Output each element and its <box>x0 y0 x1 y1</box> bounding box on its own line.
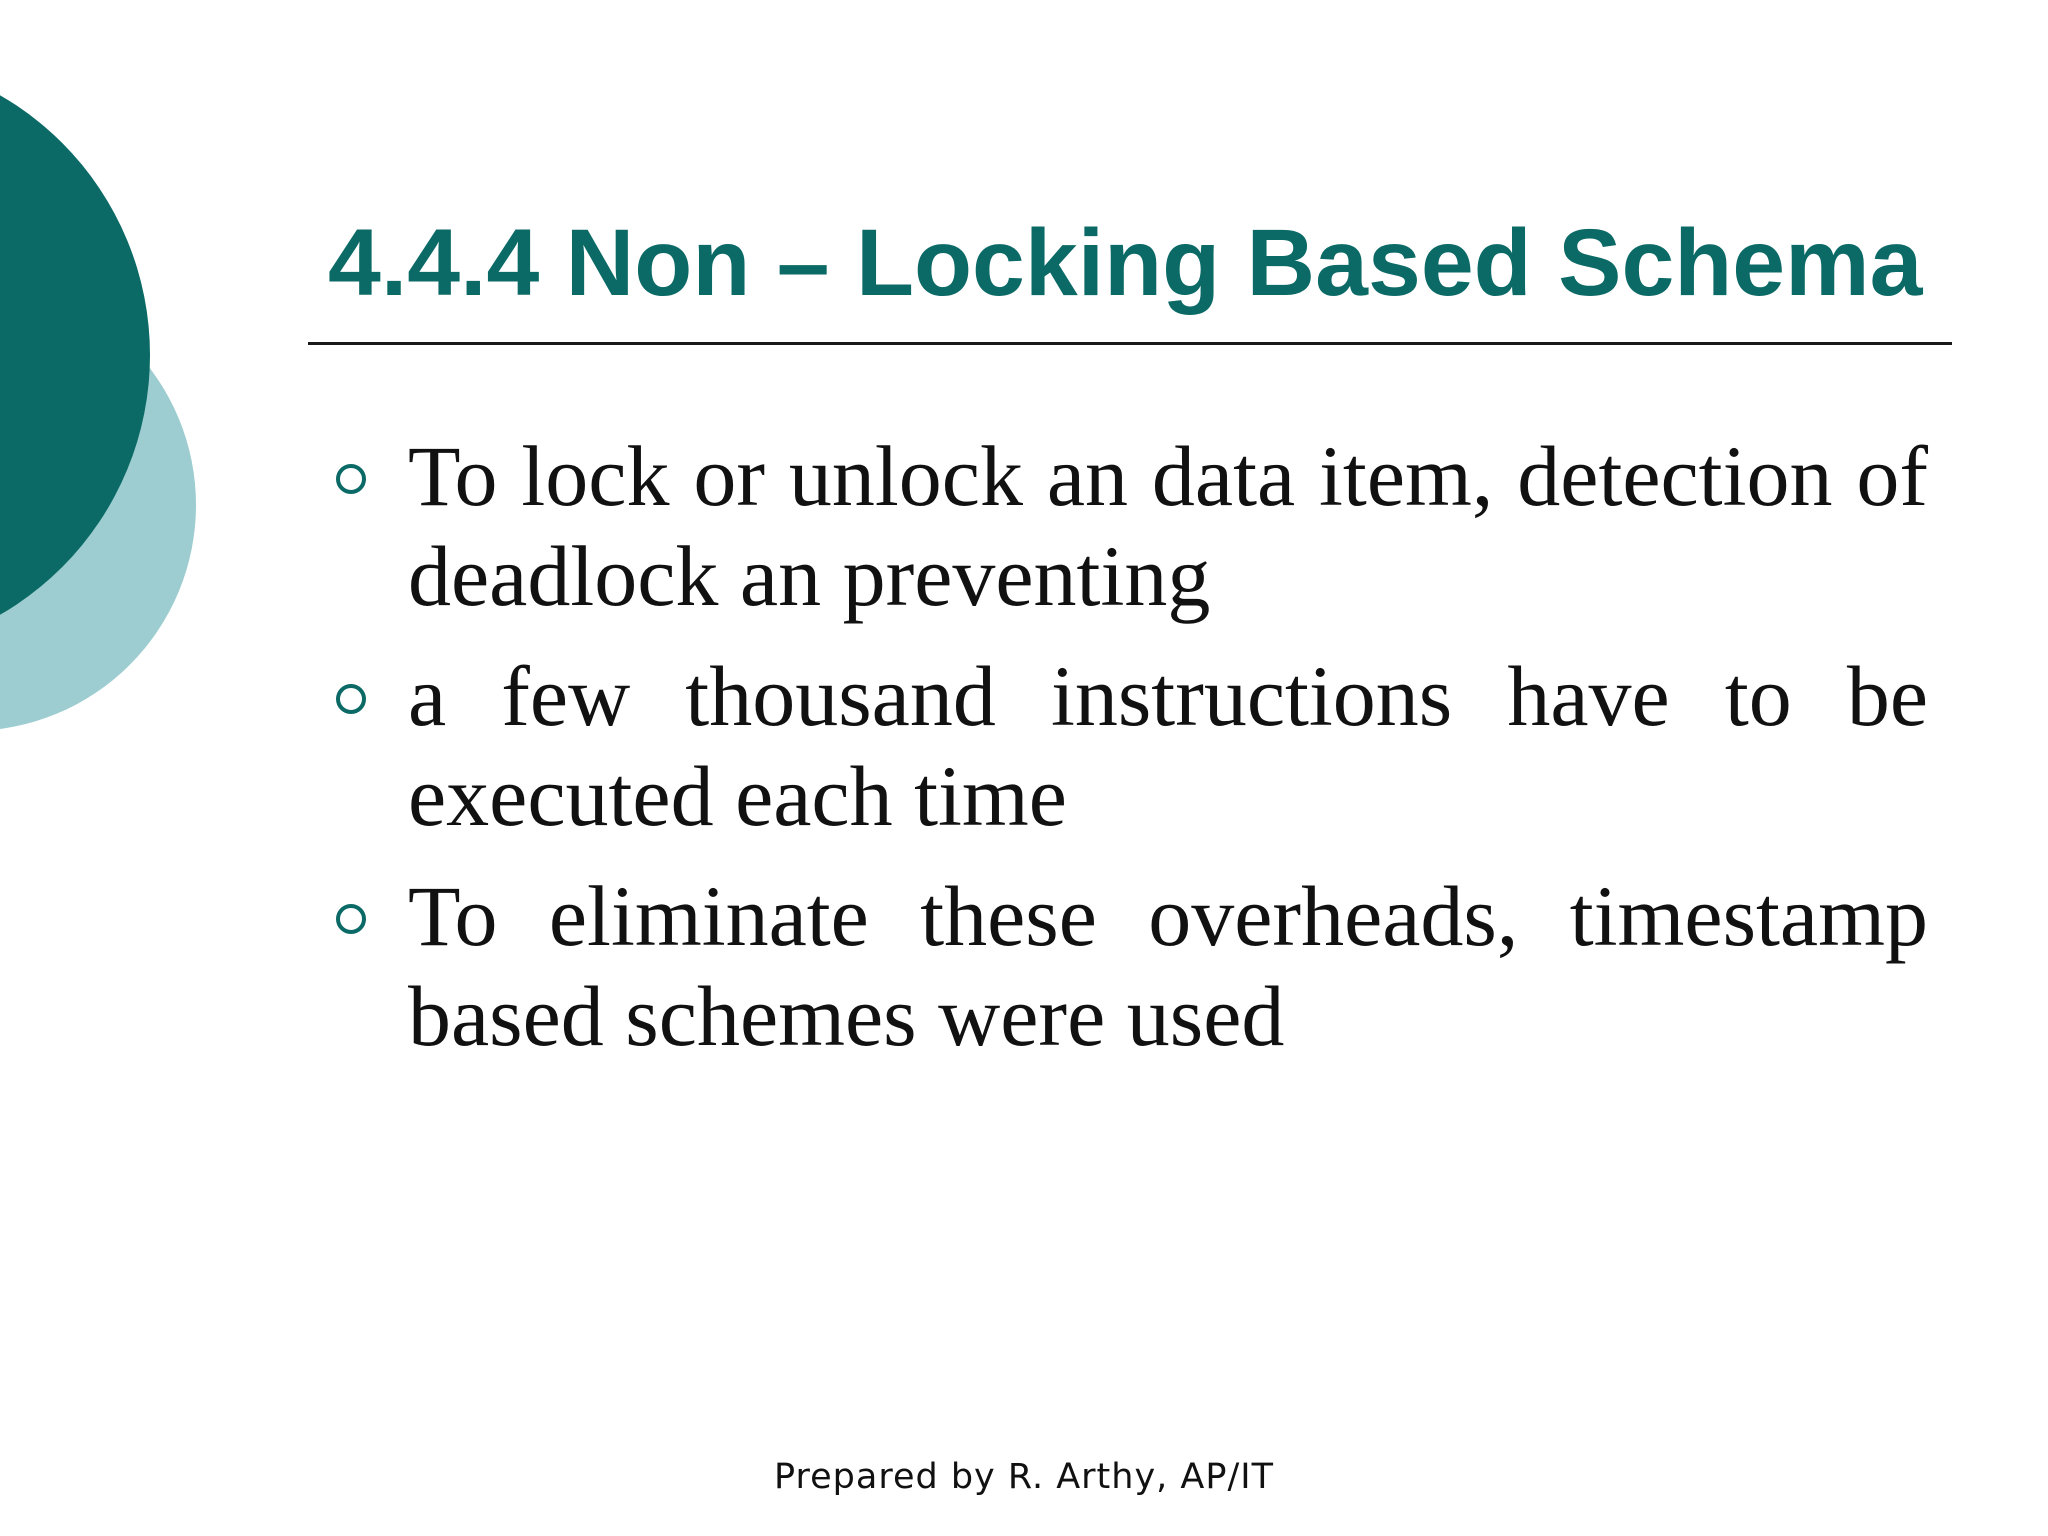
bullet-list <box>328 426 1928 1086</box>
bullet-item <box>328 646 1928 846</box>
title-divider <box>308 342 1952 345</box>
bullet-text: To lock or unlock an data item, detection of deadlock an preventing <box>408 428 1928 624</box>
hollow-circle-bullet-icon <box>336 684 366 714</box>
bullet-text: a few thousand instructions have to be executed each time <box>408 648 1928 844</box>
hollow-circle-bullet-icon <box>336 904 366 934</box>
hollow-circle-bullet-icon <box>336 464 366 494</box>
bullet-item <box>328 866 1928 1066</box>
decorative-circles <box>0 0 260 900</box>
slide-footer: Prepared by R. Arthy, AP/IT <box>774 1457 1274 1497</box>
bullet-item <box>328 426 1928 626</box>
slide-title: 4.4.4 Non – Locking Based Schema <box>328 210 1923 316</box>
bullet-text: To eliminate these overheads, timestamp based schemes were used <box>408 868 1928 1064</box>
